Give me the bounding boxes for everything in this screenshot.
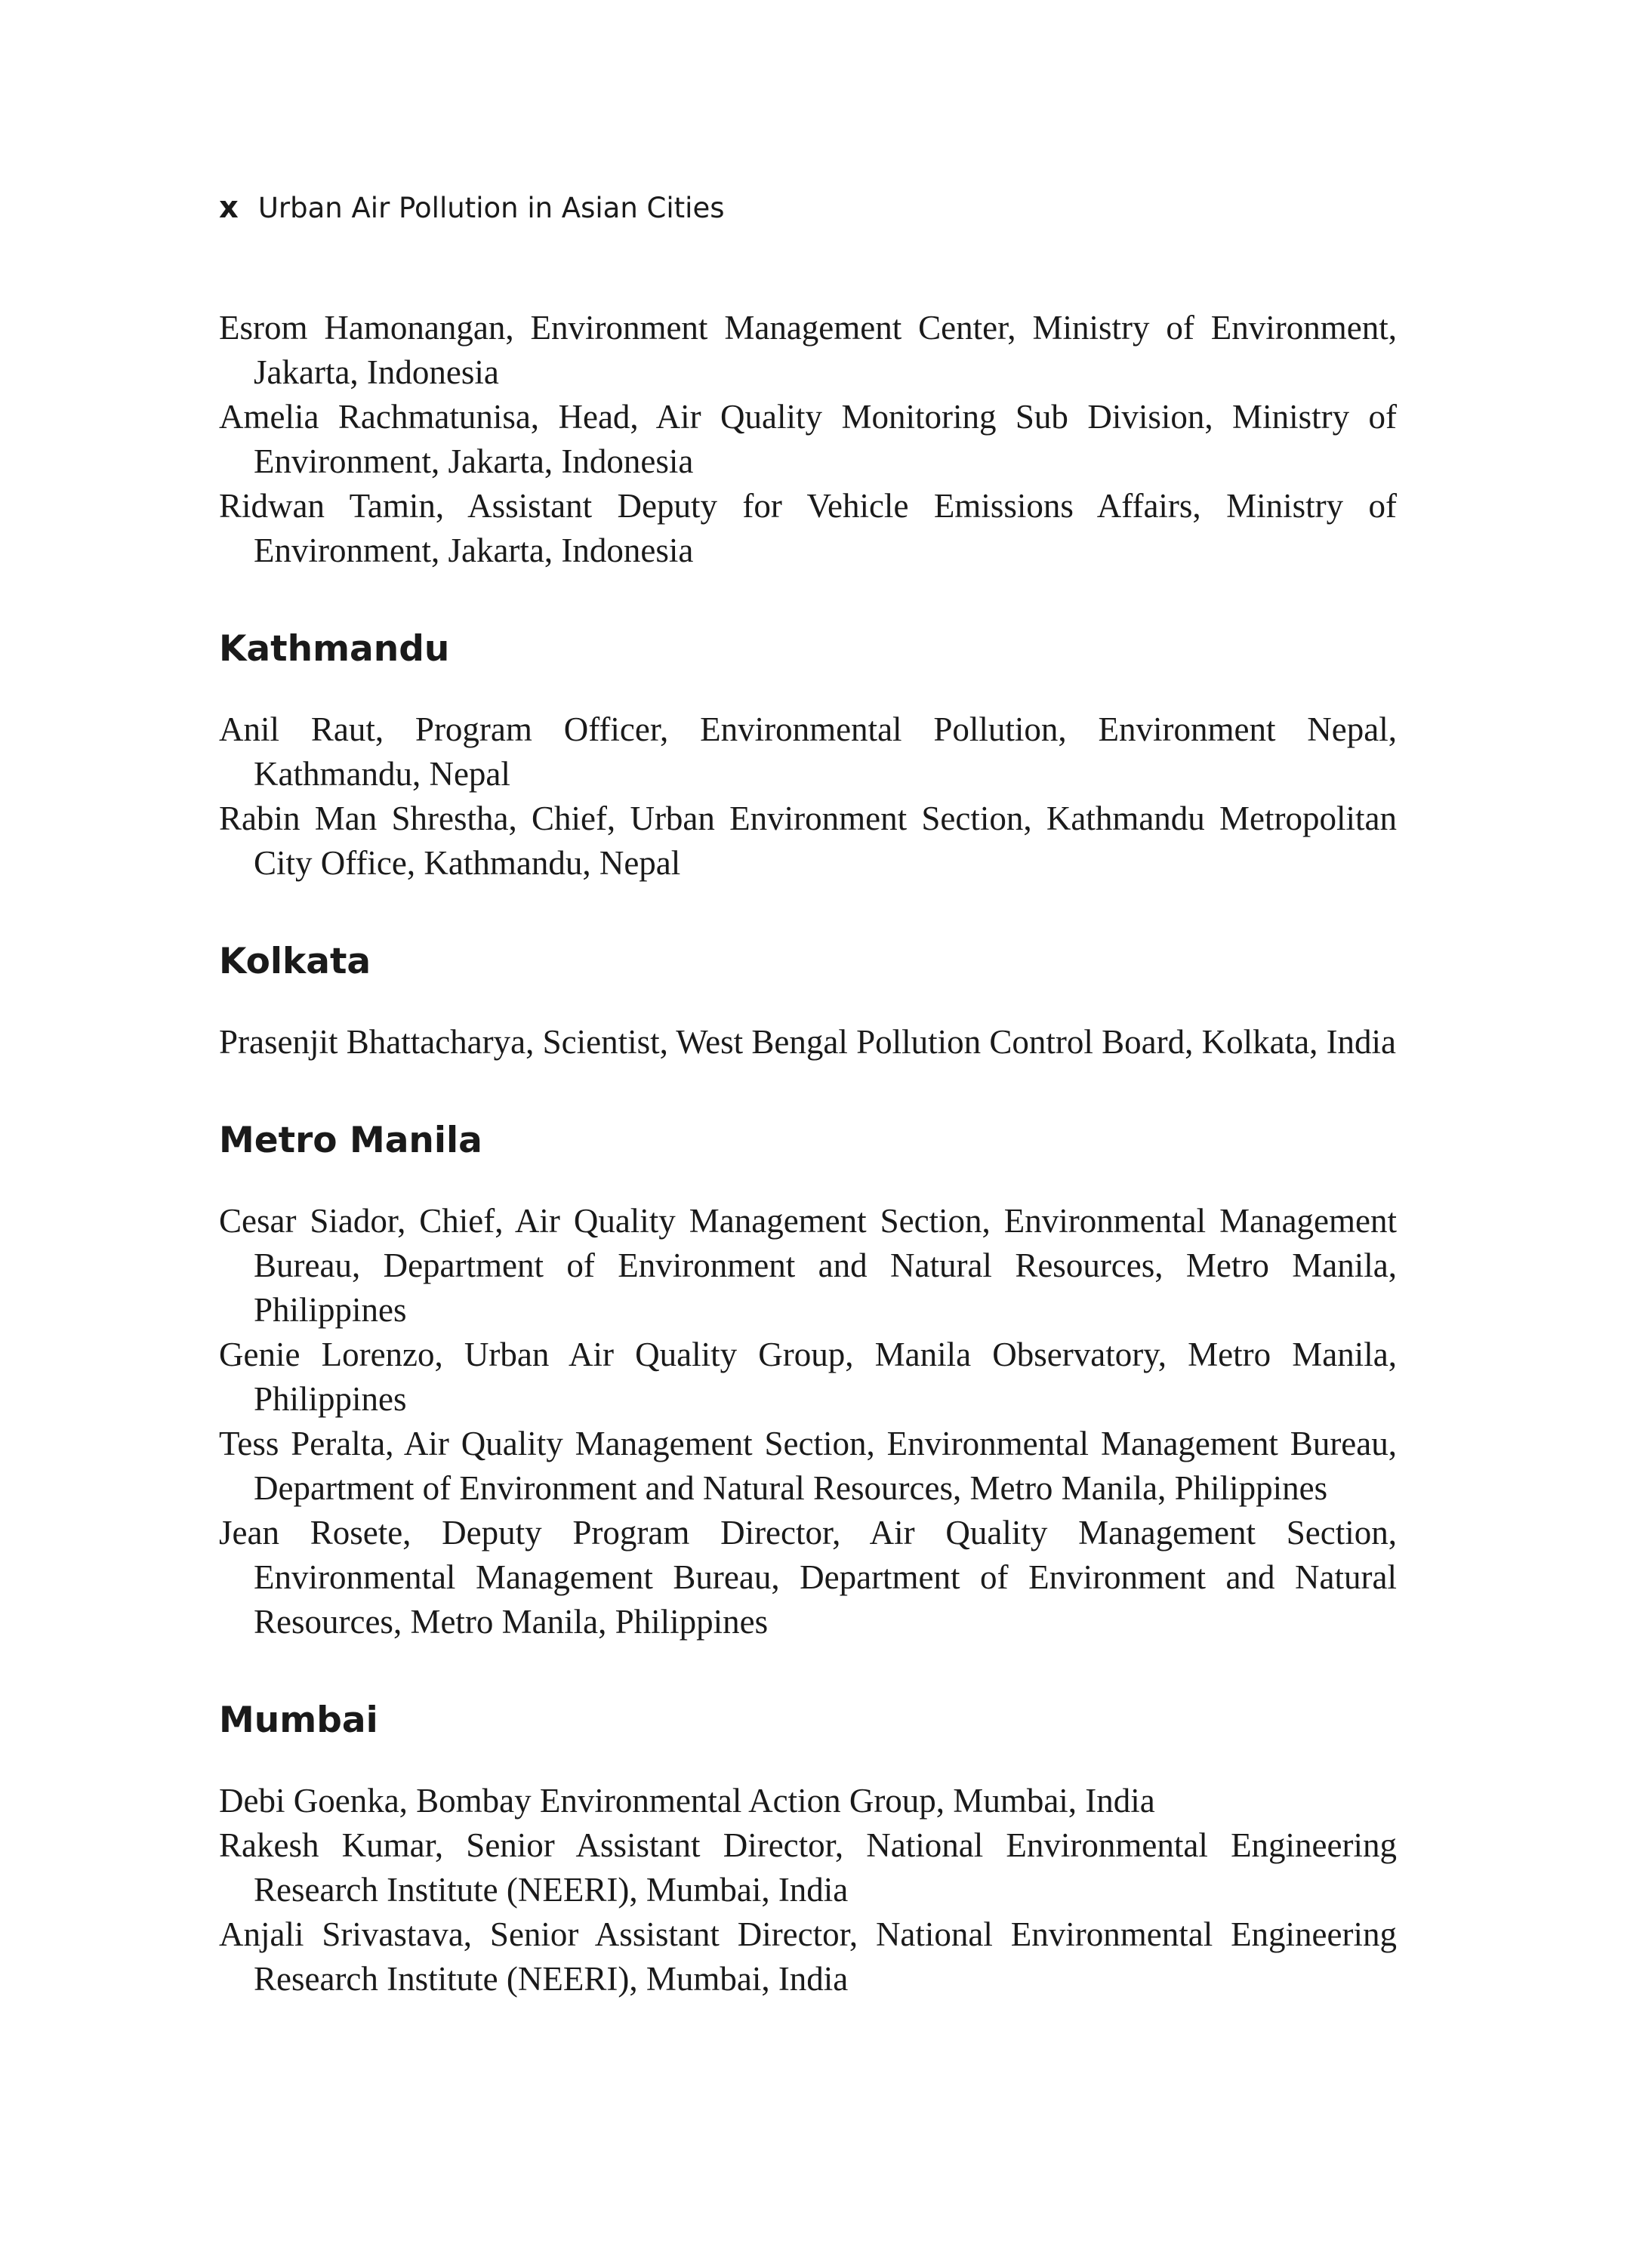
section-heading: Mumbai xyxy=(219,1699,378,1741)
list-item: Jean Rosete, Deputy Program Director, Air Quality Management Section, Environmental Management Bureau, Department of Environment and Natural Resources, Metro Manila, Philippines xyxy=(219,1514,1397,1641)
page-content xyxy=(219,306,1397,2001)
list-item: Amelia Rachmatunisa, Head, Air Quality Monitoring Sub Division, Ministry of Environment, Jakarta, Indonesia xyxy=(219,398,1397,480)
list-item: Rakesh Kumar, Senior Assistant Director, National Environmental Engineering Research Institute (NEERI), Mumbai, India xyxy=(219,1826,1397,1909)
page-number: x xyxy=(219,190,239,225)
list-item: Rabin Man Shrestha, Chief, Urban Environment Section, Kathmandu Metropolitan City Office, Kathmandu, Nepal xyxy=(219,800,1397,882)
list-item: Tess Peralta, Air Quality Management Section, Environmental Management Bureau, Department of Environment and Natural Resources, Metro Manila, Philippines xyxy=(219,1425,1397,1507)
section-heading: Metro Manila xyxy=(219,1120,482,1161)
section-mumbai xyxy=(219,1698,1397,2001)
list-item: Cesar Siador, Chief, Air Quality Management Section, Environmental Management Bureau, Department of Environment and Natural Resources, Metro Manila, Philippines xyxy=(219,1202,1397,1329)
section-metro-manila xyxy=(219,1118,1397,1644)
section-jakarta-continued xyxy=(219,306,1397,573)
list-item: Esrom Hamonangan, Environment Management Center, Ministry of Environment, Jakarta, Indonesia xyxy=(219,309,1397,391)
section-kolkata xyxy=(219,939,1397,1065)
list-item: Debi Goenka, Bombay Environmental Action Group, Mumbai, India xyxy=(219,1782,1155,1820)
running-head xyxy=(219,189,725,227)
section-kathmandu xyxy=(219,627,1397,886)
list-item: Ridwan Tamin, Assistant Deputy for Vehicle Emissions Affairs, Ministry of Environment, Jakarta, Indonesia xyxy=(219,487,1397,569)
section-heading: Kolkata xyxy=(219,941,371,982)
list-item: Anjali Srivastava, Senior Assistant Director, National Environmental Engineering Research Institute (NEERI), Mumbai, India xyxy=(219,1915,1397,1998)
list-item: Prasenjit Bhattacharya, Scientist, West Bengal Pollution Control Board, Kolkata, India xyxy=(219,1023,1397,1061)
running-title: Urban Air Pollution in Asian Cities xyxy=(257,192,725,224)
list-item: Anil Raut, Program Officer, Environmental Pollution, Environment Nepal, Kathmandu, Nepal xyxy=(219,710,1397,793)
list-item: Genie Lorenzo, Urban Air Quality Group, Manila Observatory, Metro Manila, Philippines xyxy=(219,1336,1397,1418)
section-heading: Kathmandu xyxy=(219,628,450,670)
